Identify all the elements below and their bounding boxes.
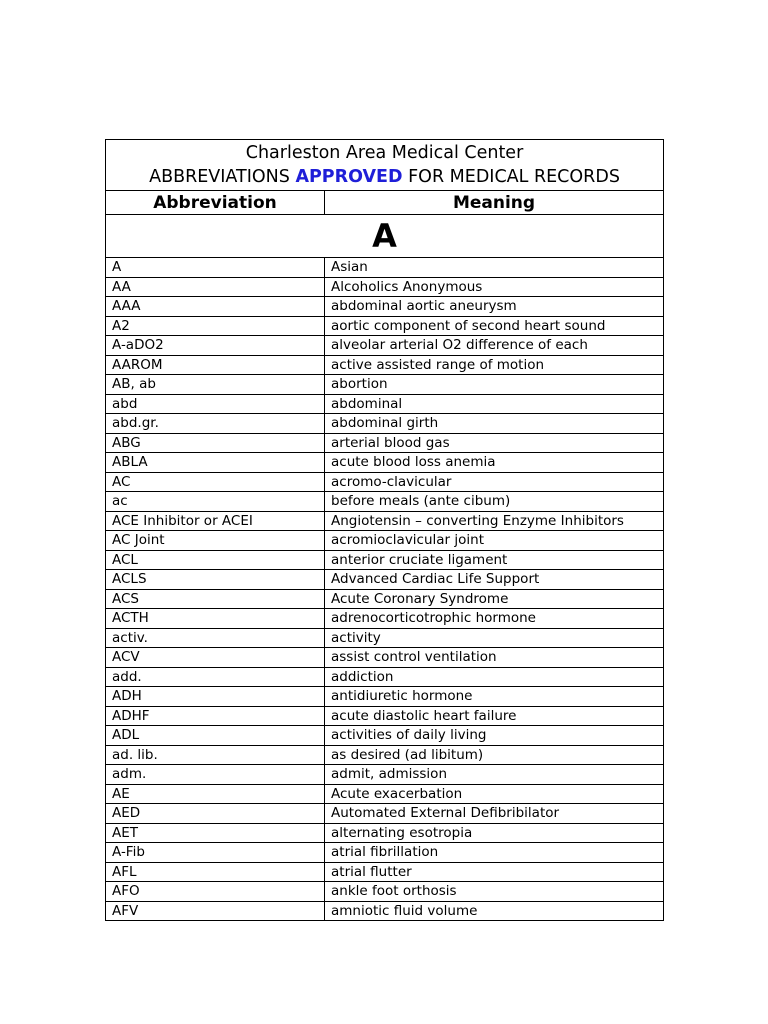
subtitle-before: ABBREVIATIONS: [149, 167, 296, 187]
meaning-cell: Asian: [325, 258, 664, 278]
abbreviation-cell: AFO: [106, 882, 325, 902]
abbreviation-cell: activ.: [106, 628, 325, 648]
abbreviation-cell: abd.gr.: [106, 414, 325, 434]
title-row: [106, 140, 664, 191]
meaning-cell: aortic component of second heart sound: [325, 316, 664, 336]
table-row: [106, 297, 664, 317]
abbreviation-cell: AB, ab: [106, 375, 325, 395]
meaning-cell: anterior cruciate ligament: [325, 550, 664, 570]
abbreviation-cell: ACS: [106, 589, 325, 609]
table-row: [106, 375, 664, 395]
table-row: [106, 453, 664, 473]
meaning-cell: acromo-clavicular: [325, 472, 664, 492]
meaning-cell: as desired (ad libitum): [325, 745, 664, 765]
abbreviation-cell: A: [106, 258, 325, 278]
meaning-cell: amniotic fluid volume: [325, 901, 664, 921]
table-row: [106, 804, 664, 824]
column-header-row: [106, 191, 664, 215]
table-row: [106, 609, 664, 629]
meaning-cell: arterial blood gas: [325, 433, 664, 453]
meaning-cell: active assisted range of motion: [325, 355, 664, 375]
table-row: [106, 589, 664, 609]
organization-name: Charleston Area Medical Center: [245, 143, 524, 163]
table-row: [106, 433, 664, 453]
table-row: [106, 667, 664, 687]
table-row: [106, 414, 664, 434]
meaning-cell: Advanced Cardiac Life Support: [325, 570, 664, 590]
table-row: [106, 648, 664, 668]
table-row: [106, 492, 664, 512]
abbreviation-cell: ad. lib.: [106, 745, 325, 765]
meaning-cell: admit, admission: [325, 765, 664, 785]
meaning-cell: acromioclavicular joint: [325, 531, 664, 551]
abbreviation-cell: abd: [106, 394, 325, 414]
abbreviation-cell: ACTH: [106, 609, 325, 629]
meaning-cell: activities of daily living: [325, 726, 664, 746]
table-row: [106, 511, 664, 531]
table-row: [106, 570, 664, 590]
table-row: [106, 472, 664, 492]
meaning-cell: activity: [325, 628, 664, 648]
table-row: [106, 862, 664, 882]
abbreviation-cell: AAA: [106, 297, 325, 317]
abbreviation-cell: A-aDO2: [106, 336, 325, 356]
meaning-cell: antidiuretic hormone: [325, 687, 664, 707]
meaning-cell: before meals (ante cibum): [325, 492, 664, 512]
meaning-cell: abdominal girth: [325, 414, 664, 434]
table-row: [106, 823, 664, 843]
meaning-cell: atrial fibrillation: [325, 843, 664, 863]
table-row: [106, 745, 664, 765]
meaning-cell: adrenocorticotrophic hormone: [325, 609, 664, 629]
table-row: [106, 531, 664, 551]
meaning-cell: abdominal aortic aneurysm: [325, 297, 664, 317]
abbreviation-cell: AA: [106, 277, 325, 297]
abbreviation-cell: AAROM: [106, 355, 325, 375]
meaning-cell: addiction: [325, 667, 664, 687]
table-row: [106, 355, 664, 375]
subtitle-after: FOR MEDICAL RECORDS: [402, 167, 620, 187]
abbreviations-table: [105, 139, 664, 921]
meaning-cell: atrial flutter: [325, 862, 664, 882]
table-row: [106, 316, 664, 336]
meaning-cell: abdominal: [325, 394, 664, 414]
table-row: [106, 277, 664, 297]
abbreviation-cell: ac: [106, 492, 325, 512]
table-row: [106, 550, 664, 570]
section-row: [106, 215, 664, 258]
abbreviation-cell: AC: [106, 472, 325, 492]
abbreviation-cell: add.: [106, 667, 325, 687]
table-row: [106, 882, 664, 902]
table-row: [106, 843, 664, 863]
section-letter: A: [106, 215, 664, 258]
meaning-cell: alveolar arterial O2 difference of each: [325, 336, 664, 356]
meaning-cell: Automated External Defibribilator: [325, 804, 664, 824]
abbreviation-cell: AED: [106, 804, 325, 824]
table-row: [106, 784, 664, 804]
table-row: [106, 628, 664, 648]
meaning-cell: alternating esotropia: [325, 823, 664, 843]
table-row: [106, 901, 664, 921]
abbreviation-cell: AC Joint: [106, 531, 325, 551]
abbreviation-cell: AE: [106, 784, 325, 804]
abbreviation-cell: ACL: [106, 550, 325, 570]
abbreviation-cell: ABG: [106, 433, 325, 453]
abbreviation-cell: AET: [106, 823, 325, 843]
column-header-abbreviation: Abbreviation: [106, 191, 325, 215]
abbreviation-cell: adm.: [106, 765, 325, 785]
table-row: [106, 258, 664, 278]
meaning-cell: acute blood loss anemia: [325, 453, 664, 473]
meaning-cell: Acute exacerbation: [325, 784, 664, 804]
meaning-cell: Acute Coronary Syndrome: [325, 589, 664, 609]
table-row: [106, 394, 664, 414]
meaning-cell: abortion: [325, 375, 664, 395]
document-subtitle: [106, 165, 663, 189]
document-title: [106, 140, 664, 191]
abbreviation-cell: ACV: [106, 648, 325, 668]
abbreviation-cell: A-Fib: [106, 843, 325, 863]
table-row: [106, 765, 664, 785]
approved-highlight: APPROVED: [295, 167, 403, 187]
abbreviation-cell: AFV: [106, 901, 325, 921]
meaning-cell: acute diastolic heart failure: [325, 706, 664, 726]
table-row: [106, 687, 664, 707]
abbreviation-cell: AFL: [106, 862, 325, 882]
meaning-cell: Angiotensin – converting Enzyme Inhibitors: [325, 511, 664, 531]
abbreviation-cell: ADHF: [106, 706, 325, 726]
abbreviation-cell: ACE Inhibitor or ACEI: [106, 511, 325, 531]
table-row: [106, 336, 664, 356]
abbreviation-cell: ADH: [106, 687, 325, 707]
abbreviation-cell: ABLA: [106, 453, 325, 473]
meaning-cell: assist control ventilation: [325, 648, 664, 668]
column-header-meaning: Meaning: [325, 191, 664, 215]
abbreviation-cell: ADL: [106, 726, 325, 746]
meaning-cell: ankle foot orthosis: [325, 882, 664, 902]
table-row: [106, 706, 664, 726]
abbreviation-cell: A2: [106, 316, 325, 336]
meaning-cell: Alcoholics Anonymous: [325, 277, 664, 297]
abbreviation-cell: ACLS: [106, 570, 325, 590]
table-row: [106, 726, 664, 746]
